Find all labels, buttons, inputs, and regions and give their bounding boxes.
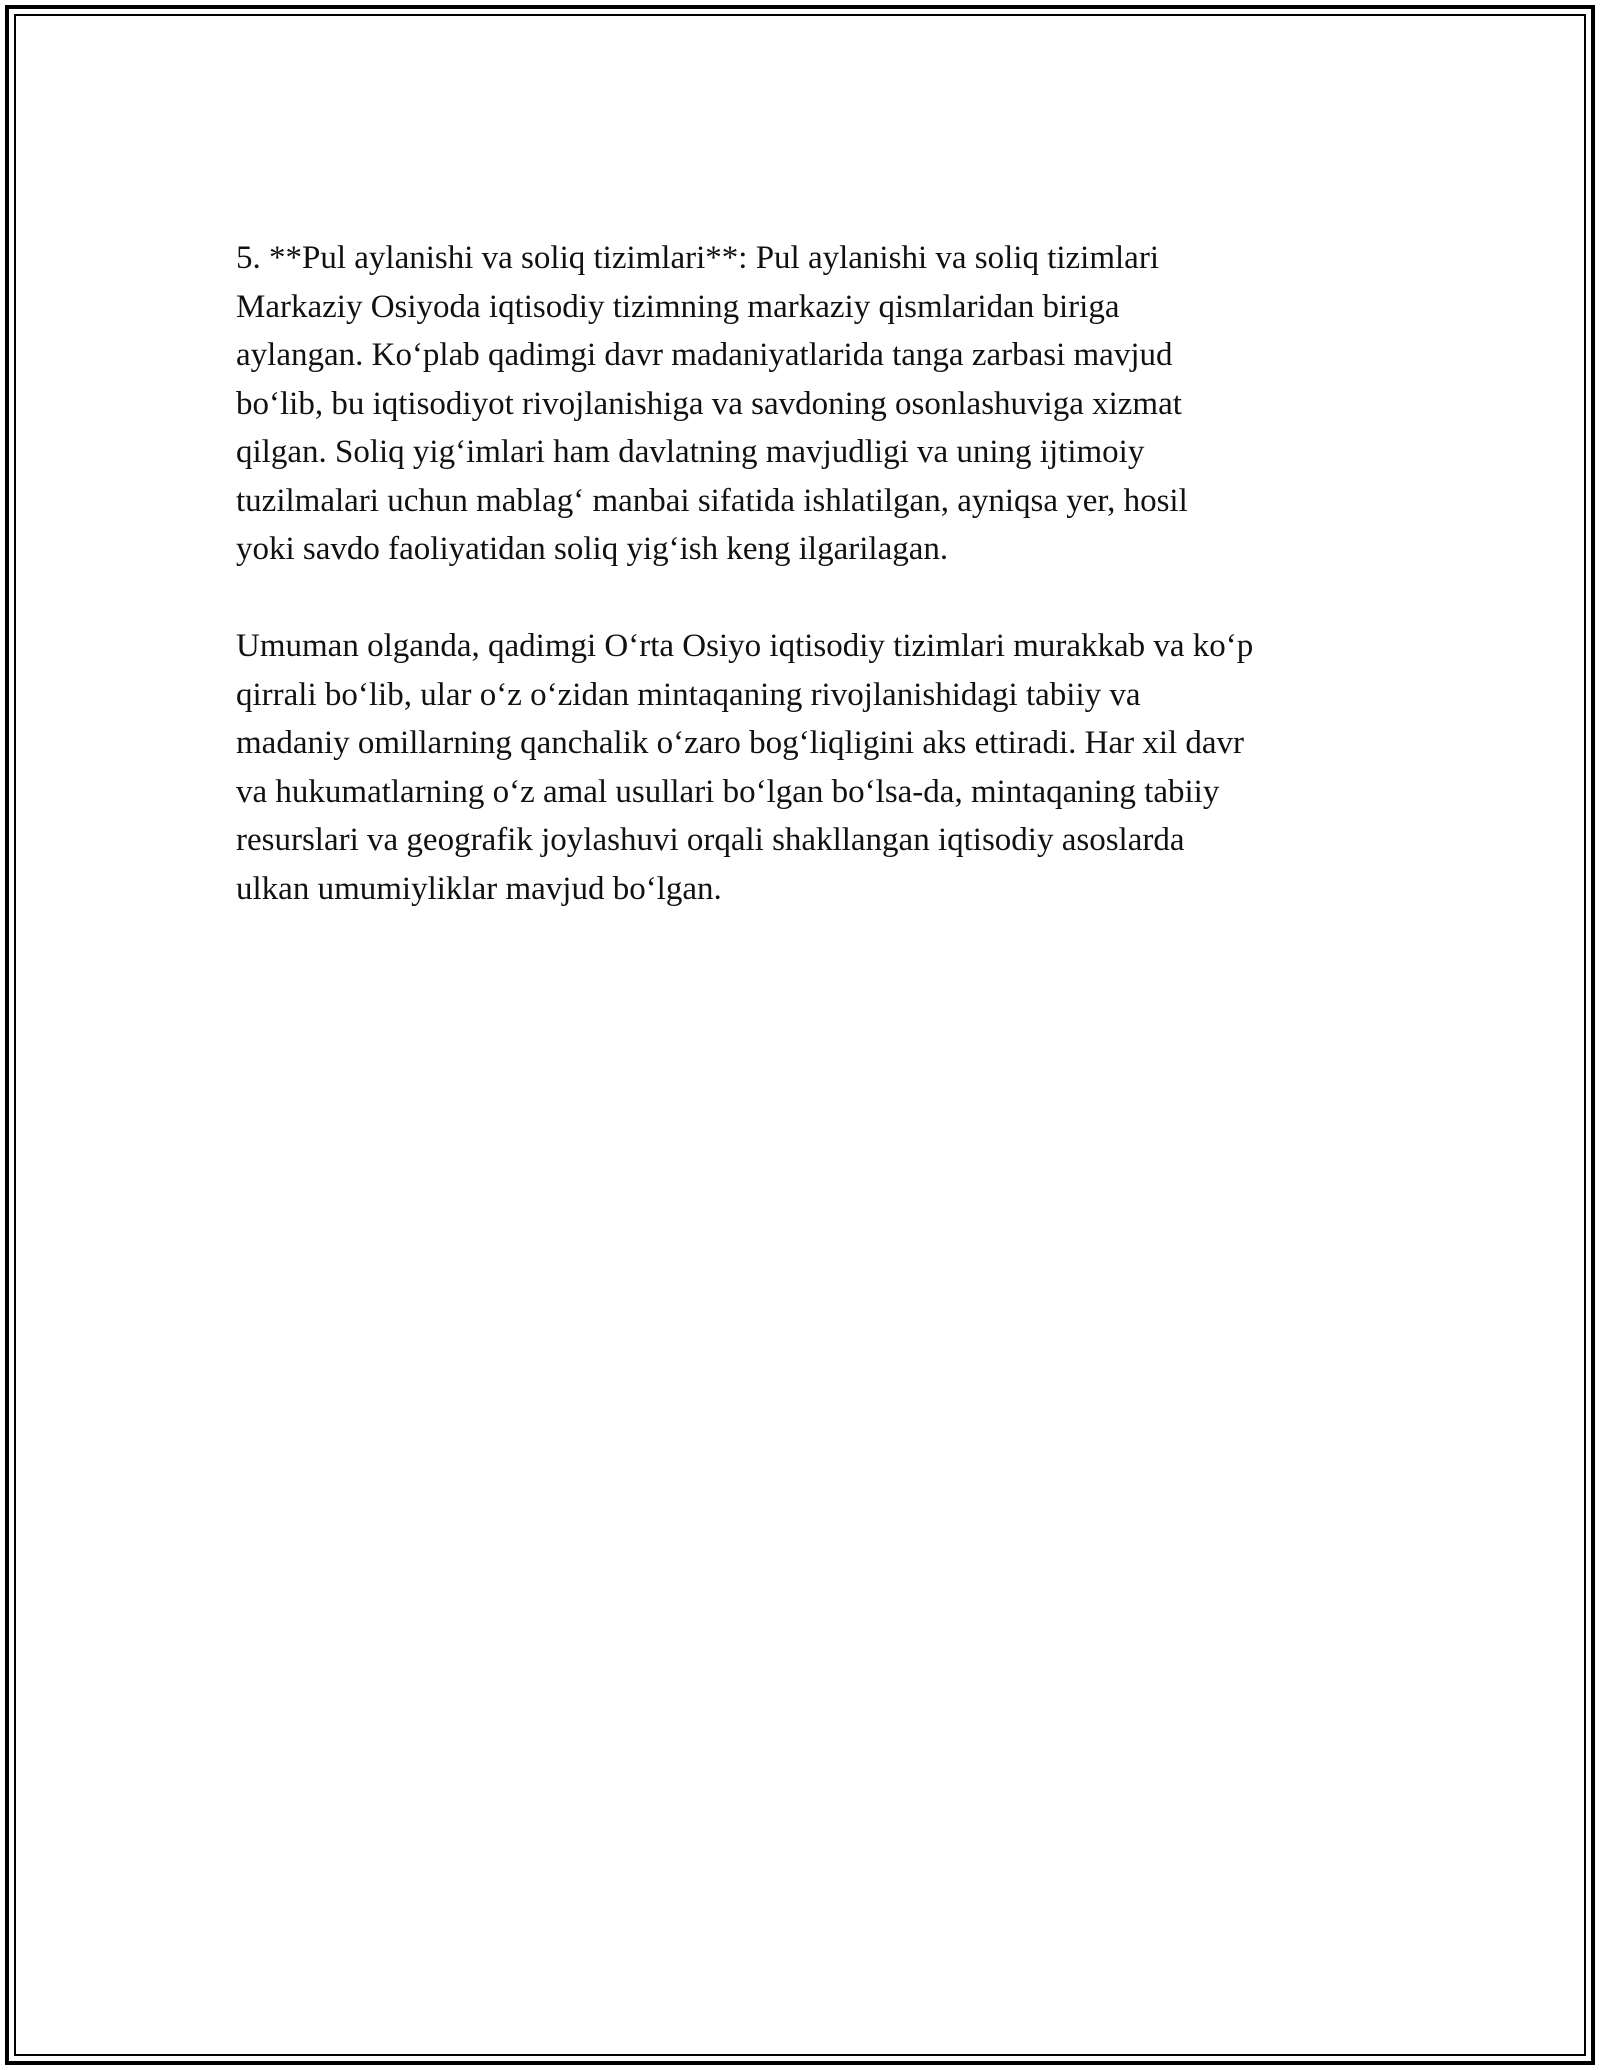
text-line: ulkan umumiyliklar mavjud bo‘lgan. xyxy=(236,870,722,907)
document-body xyxy=(236,234,1396,913)
text-line: Markaziy Osiyoda iqtisodiy tizimning markaziy qismlaridan biriga xyxy=(236,288,1120,325)
text-line: 5. **Pul aylanishi va soliq tizimlari**: Pul aylanishi va soliq tizimlari xyxy=(236,240,1159,276)
text-line: madaniy omillarning qanchalik o‘zaro bog‘liqligini aks ettiradi. Har xil davr xyxy=(236,725,1245,761)
text-line: Umuman olganda, qadimgi O‘rta Osiyo iqtisodiy tizimlari murakkab va ko‘p xyxy=(236,628,1254,664)
text-line: qirrali bo‘lib, ular o‘z o‘zidan mintaqaning rivojlanishidagi tabiiy va xyxy=(236,676,1141,713)
paragraph-money-and-tax xyxy=(236,234,1396,574)
text-line: va hukumatlarning o‘z amal usullari bo‘lgan bo‘lsa-da, mintaqaning tabiiy xyxy=(236,773,1220,810)
text-line: yoki savdo faoliyatidan soliq yig‘ish keng ilgarilagan. xyxy=(236,531,949,567)
paragraph-conclusion xyxy=(236,622,1396,913)
text-line: tuzilmalari uchun mablag‘ manbai sifatida ishlatilgan, ayniqsa yer, hosil xyxy=(236,482,1188,519)
text-line: resurslari va geografik joylashuvi orqali shakllangan iqtisodiy asoslarda xyxy=(236,822,1185,858)
text-line: aylangan. Ko‘plab qadimgi davr madaniyatlarida tanga zarbasi mavjud xyxy=(236,337,1173,373)
text-line: bo‘lib, bu iqtisodiyot rivojlanishiga va savdoning osonlashuviga xizmat xyxy=(236,385,1182,422)
text-line: qilgan. Soliq yig‘imlari ham davlatning mavjudligi va uning ijtimoiy xyxy=(236,434,1145,470)
